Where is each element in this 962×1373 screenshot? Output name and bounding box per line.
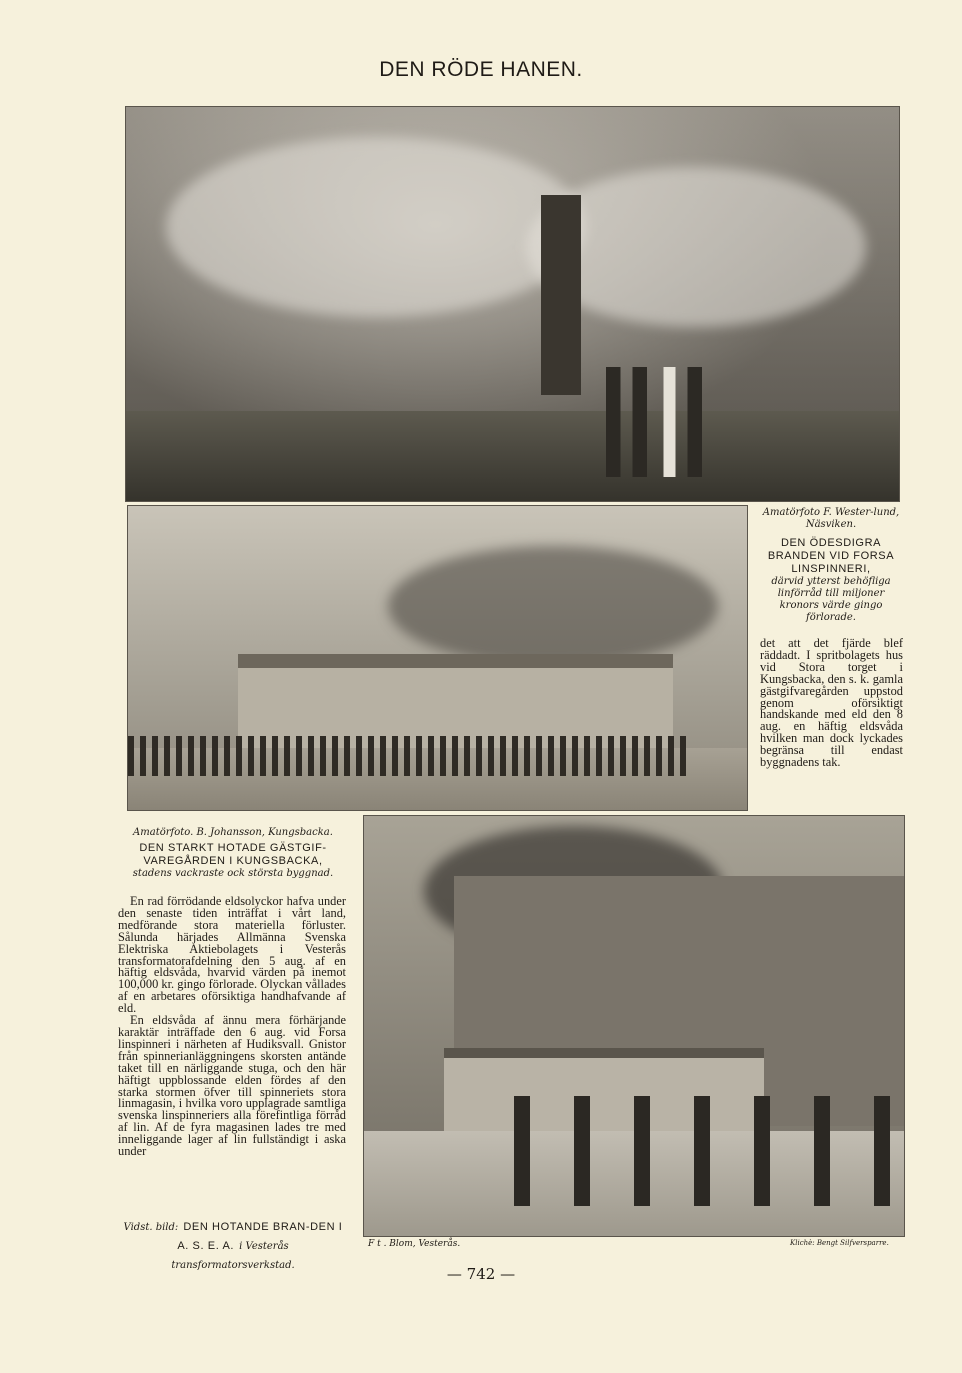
photo2-caption-desc: stadens vackraste ock största byggnad.	[132, 868, 334, 879]
page-title: DEN RÖDE HANEN.	[379, 58, 583, 81]
photo2-caption	[118, 827, 348, 880]
article-right-column: det att det fjärde blef räddadt. I spritbolagets hus vid Stora torget i Kungsbacka, den s. k. gamla gästgifvaregården uppstod genom oförsiktigt handskande med eld den 8 aug. en häftig eldsvåda hvilken man dock lyckades begränsa till endast byggnadens tak.	[760, 636, 903, 770]
engraver-credit: Klichè: Bengt Silfversparre.	[790, 1239, 889, 1247]
photo3-caption-desc: i Vesterås transformatorsverkstad.	[171, 1241, 295, 1271]
photo3-caption	[118, 1215, 348, 1272]
photo2-credit: Amatörfoto. B. Johansson, Kungsbacka.	[133, 827, 333, 838]
chimney-ruin	[541, 195, 581, 395]
photo-kungsbacka-inn	[127, 505, 748, 811]
photo-forsa-ruins	[125, 106, 900, 502]
photo3-credit-prefix: Vidst. bild:	[123, 1222, 179, 1233]
crowd	[128, 736, 688, 776]
page-number: — 742 —	[446, 1265, 516, 1283]
article-paragraph-1: En rad förrödande eldsolyckor hafva under den senaste tiden inträffat i vårt land, medförande stora materiella förluster. Sålunda härjades Allmänna Svenska Elektriska Aktiebolagets i Vesterås transformatorafdelning den 5 aug. af en häftig eldsvåda, hvarvid värden på inemot 100,000 kr. gingo förlorade. Olyckan vållades af en arbetares oförsiktiga handhafvande af eld.	[118, 896, 346, 1016]
photo1-caption	[757, 507, 905, 624]
photo3-credit: F t . Blom, Vesterås.	[368, 1239, 461, 1249]
photo2-caption-title: DEN STARKT HOTADE GÄSTGIF-VAREGÅRDEN I KUNGSBACKA,	[139, 842, 327, 867]
article-paragraph-2: En eldsvåda af ännu mera förhärjande karaktär inträffade den 6 aug. vid Forsa linspinneri i närheten af Hudiksvall. Gnistor från spinnerianläggningens skorsten antände taket till en närliggande stuga, och den här häftigt uppblossande elden fördes af den starka stormen öfver till spinneriets stora linmagasin, i hvilka voro upplagrade samtliga svenska linspinneriers alla förefintliga förråd af lin. Af de fyra magasinen lades tre med inneliggande lager af lin fullständigt i aska under	[118, 1013, 346, 1159]
article-left-column	[118, 896, 346, 1196]
photo3-caption-title: DEN HOTANDE BRAN-DEN I A. S. E. A.	[177, 1221, 343, 1252]
firefighters	[514, 1096, 894, 1206]
people-silhouettes	[606, 367, 726, 477]
photo1-credit: Amatörfoto F. Wester-lund, Näsviken.	[762, 507, 900, 530]
photo-asea-fire	[363, 815, 905, 1237]
photo1-caption-desc: därvid ytterst behöfliga linförråd till miljoner kronors värde gingo förlorade.	[771, 576, 891, 623]
photo1-caption-title: DEN ÖDESDIGRA BRANDEN VID FORSA LINSPINNERI,	[767, 537, 895, 575]
